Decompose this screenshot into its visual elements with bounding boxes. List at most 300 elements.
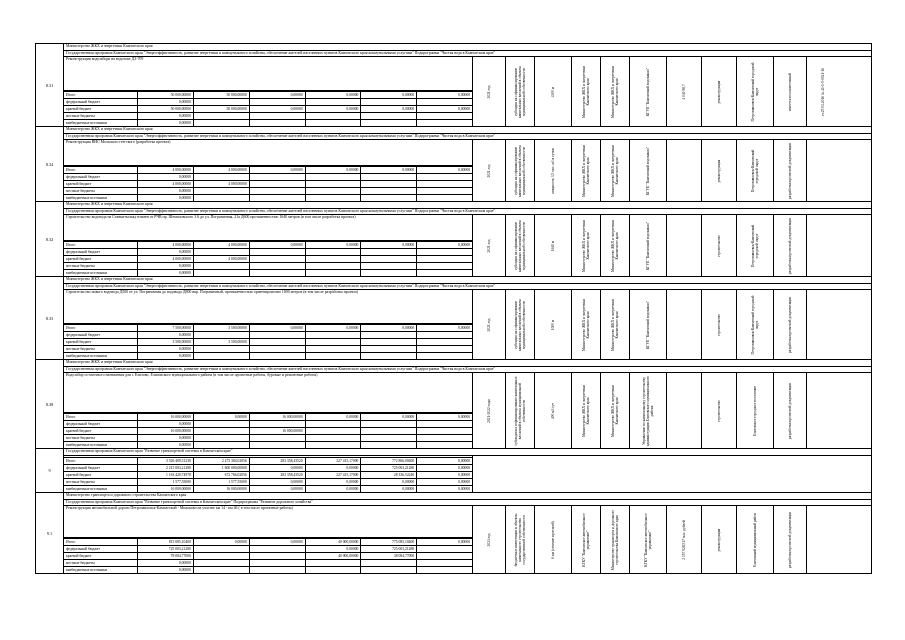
finance-cell: 0,00000 <box>361 414 417 420</box>
finance-cell <box>194 195 250 201</box>
attr-value: 1000 м <box>550 319 555 330</box>
attr-works-type <box>702 57 737 126</box>
attr-value: строительство <box>716 399 721 422</box>
attr-expertise <box>807 290 839 359</box>
attr-customer <box>601 290 630 359</box>
finance-cell: 725 003,21280 <box>361 546 417 552</box>
attr-customer <box>601 373 630 448</box>
finance-cell: 4 000,00000 <box>138 242 194 248</box>
attr-implementation-period <box>473 290 506 359</box>
finance-row-label: внебюджетные источники <box>64 195 138 201</box>
finance-cell: 0,00000 <box>458 93 471 97</box>
attr-value: Елизовский муниципальный район <box>752 512 757 567</box>
finance-block <box>64 290 473 359</box>
attr-implementation-period <box>473 140 506 201</box>
attr-value: разработка проектной документации <box>787 217 792 274</box>
attr-grbs <box>572 373 601 448</box>
object-name: Строительство нового водовода Д500 от ул. Пограничная до водовода Д800 вкр. Пограничный, протяженностью ориентировочно 1000 метров (в том числе разработка проекта) <box>64 290 472 324</box>
finance-row-label: краевой бюджет <box>64 339 138 345</box>
attr-value: субсидия на софинансирование капитальных вложений в объекты муниципальной собственности <box>513 65 527 118</box>
object-name: Водозабор остаточного назначения для г. Елизово, Елизовского муниципального района (в том числе проектные работы, буровые и ремонтные работы) <box>64 373 472 413</box>
attr-developer <box>630 215 667 276</box>
row-number: 8.34 <box>36 127 64 201</box>
empty-attributes <box>473 456 871 492</box>
finance-cell <box>417 120 472 126</box>
finance-cell: 0,00000 <box>306 242 362 248</box>
finance-row <box>64 241 472 248</box>
attr-implementation-period <box>473 506 506 573</box>
finance-cell: 0,00000 <box>361 479 417 485</box>
finance-row <box>64 485 472 492</box>
program-line: Государственная программа Камчатского края "Энергоэффективность, развитие энергетики и коммунального хозяйства, обеспечение жителей населенных пунктов Камчатского края коммунальными услугами" Подпрограмма "Чистая вода в Камчатском крае" <box>64 284 871 291</box>
attr-value: Министерство ЖКХ и энергетики Камчатского края <box>610 65 619 118</box>
finance-cell: 0,00000 <box>458 243 471 247</box>
attr-customer <box>601 215 630 276</box>
finance-cell <box>306 353 362 359</box>
attr-municipality <box>737 215 774 276</box>
attr-value: КГУП "Камчатский водоканал" <box>645 300 650 349</box>
finance-cell <box>361 353 417 359</box>
finance-cell: 0,00000 <box>361 242 417 248</box>
finance-cell: 16 000,00000 <box>138 486 194 492</box>
attr-value: Елизовское городское поселение <box>752 385 757 436</box>
finance-row <box>64 559 472 566</box>
finance-row-label: внебюджетные источники <box>64 442 138 448</box>
attr-implementation-period <box>473 215 506 276</box>
finance-cell: 0,00000 <box>458 168 471 172</box>
attr-estimated-cost <box>667 57 702 126</box>
finance-cell: 0,00000 <box>194 414 250 420</box>
attr-municipality <box>737 506 774 573</box>
finance-row-label: краевой бюджет <box>64 428 138 434</box>
finance-cell: 0,00000 <box>138 567 194 573</box>
finance-cell: 0,00000 <box>458 466 471 470</box>
finance-row <box>64 457 472 464</box>
attr-expertise <box>807 506 839 573</box>
attr-expertise <box>807 215 839 276</box>
finance-row <box>64 478 472 485</box>
object-attributes <box>473 290 871 359</box>
attr-value: разработка проектной документации <box>787 142 792 199</box>
attr-status <box>774 57 807 126</box>
finance-row <box>64 464 472 471</box>
attr-investment-type <box>506 373 535 448</box>
object-section <box>35 359 872 448</box>
object-section <box>35 276 872 359</box>
attr-works-type <box>702 373 737 448</box>
finance-row <box>64 566 472 573</box>
finance-row-label: краевой бюджет <box>64 256 138 262</box>
finance-cell: 4 000,00000 <box>138 256 194 262</box>
finance-row-label: внебюджетные источники <box>64 353 138 359</box>
row-number: 8.31 <box>36 44 64 126</box>
ministry-line: Министерство ЖКХ и энергетики Камчатского края <box>64 360 871 367</box>
finance-cell: 0,00000 <box>138 120 194 126</box>
finance-cell: 0,00000 <box>250 486 306 492</box>
finance-cell <box>361 567 417 573</box>
row-number: 9 <box>36 449 64 492</box>
attr-value: Управление по капитальному строительству администрации Елизовского муниципального района <box>641 375 655 446</box>
attr-value: Министерство ЖКХ и энергетики Камчатского края <box>610 384 619 437</box>
finance-cell: 0,00000 <box>138 435 194 441</box>
attr-developer <box>630 140 667 201</box>
finance-cell <box>306 442 362 448</box>
finance-row <box>64 98 472 105</box>
attr-works-type <box>702 215 737 276</box>
attr-value: реконструкция <box>716 80 721 103</box>
attr-value: Министерство ЖКХ и энергетики Камчатского края <box>581 144 590 197</box>
object-section <box>35 492 872 574</box>
finance-cell: 3 526 409,51238 <box>138 458 194 464</box>
attr-value: 2021 год <box>486 318 491 332</box>
finance-row <box>64 112 472 119</box>
attr-value: Министерство транспорта и дорожного строительства Камчатского края <box>610 509 619 570</box>
finance-row <box>64 352 472 359</box>
object-section <box>35 43 872 126</box>
ministry-line: Министерство транспорта и дорожного строительства Камчатского края <box>64 493 871 500</box>
finance-cell <box>361 195 417 201</box>
finance-cell: 4 000,00000 <box>138 181 194 187</box>
finance-row <box>64 166 472 173</box>
finance-block <box>64 57 473 126</box>
finance-cell: 0,00000 <box>250 539 306 545</box>
object-attributes <box>473 57 871 126</box>
attr-estimated-cost <box>667 290 702 359</box>
finance-cell: 16 000,00000 <box>194 486 250 492</box>
object-grid <box>64 140 871 201</box>
finance-cell: 0,00000 <box>458 107 471 111</box>
attr-grbs <box>572 57 601 126</box>
attr-value: бюджетные инвестиции в объекты капитального строительства государственной собственности <box>513 513 527 567</box>
finance-row <box>64 420 472 427</box>
finance-cell: 0,00000 <box>138 346 194 352</box>
finance-row-label: краевой бюджет <box>64 106 138 112</box>
attr-status <box>774 506 807 573</box>
attr-capacity <box>535 506 572 573</box>
attr-value: Министерство ЖКХ и энергетики Камчатского края <box>610 219 619 272</box>
finance-cell: 0,00000 <box>306 414 362 420</box>
finance-row-label: федеральный бюджет <box>64 332 138 338</box>
program-line: Государственная программа Камчатского края "Энергоэффективность, развитие энергетики и коммунального хозяйства, обеспечение жителей населенных пунктов Камчатского края коммунальными услугами" Подпрограмма "Чистая вода в Камчатском крае" <box>64 367 871 374</box>
finance-row-label: краевой бюджет <box>64 181 138 187</box>
attr-estimated-cost <box>667 373 702 448</box>
finance-cell: 4 000,00000 <box>194 181 250 187</box>
finance-cell: 50 000,00000 <box>194 106 250 112</box>
attr-value: 2021 год <box>486 85 491 99</box>
finance-cell: 0,00000 <box>306 325 362 331</box>
finance-cell <box>194 442 250 448</box>
attr-status <box>774 373 807 448</box>
finance-cell <box>194 353 250 359</box>
attr-value: КГУП "Камчатский водоканал" <box>645 221 650 270</box>
attr-value: Министерство ЖКХ и энергетики Камчатского края <box>581 384 590 437</box>
object-attributes <box>473 215 871 276</box>
attr-works-type <box>702 290 737 359</box>
finance-cell: 0,00000 <box>306 465 362 471</box>
finance-row-label: Итого <box>64 167 138 173</box>
finance-row-label: краевой бюджет <box>64 553 138 559</box>
program-line: Государственная программа Камчатского края "Развитие транспортной системы в Камчатском крае" Подпрограмма "Развитие дорожного хозяйства" <box>64 500 871 507</box>
finance-cell: 283 358,43520 <box>250 472 306 478</box>
program-title: Государственная программа Камчатского края "Развитие транспортной системы в Камчатском крае" <box>64 449 871 456</box>
finance-cell <box>306 120 362 126</box>
finance-row <box>64 187 472 194</box>
attr-value: 4300 м <box>550 86 555 97</box>
finance-cell: 0,00000 <box>361 167 417 173</box>
attr-investment-type <box>506 506 535 573</box>
ministry-line: Министерство ЖКХ и энергетики Камчатского края <box>64 44 871 51</box>
attr-grbs <box>572 215 601 276</box>
finance-cell: 672 766,02056 <box>194 472 250 478</box>
attr-value: Министерство ЖКХ и энергетики Камчатского края <box>610 298 619 351</box>
section-body <box>64 493 871 573</box>
attr-value: разработка проектной документации <box>787 382 792 439</box>
attr-municipality <box>737 140 774 201</box>
finance-row-label: федеральный бюджет <box>64 546 138 552</box>
attr-municipality <box>737 373 774 448</box>
row-number: 8.33 <box>36 277 64 359</box>
finance-cell: 50 000,00000 <box>138 92 194 98</box>
finance-row <box>64 552 472 559</box>
finance-cell <box>194 120 250 126</box>
attr-value: Министерство ЖКХ и энергетики Камчатского края <box>581 298 590 351</box>
finance-cell: 227 415,17000 <box>306 458 362 464</box>
finance-row <box>64 471 472 478</box>
object-name: Реконструкция ВНС Мольского ген-ского (разработка проекта) <box>64 140 472 166</box>
budget-table <box>35 43 872 574</box>
attr-grbs <box>572 140 601 201</box>
object-grid <box>64 290 871 359</box>
finance-row <box>64 255 472 262</box>
attr-capacity <box>535 215 572 276</box>
finance-block <box>64 373 473 448</box>
finance-row <box>64 194 472 201</box>
attr-capacity <box>535 373 572 448</box>
finance-cell: 0,00000 <box>306 92 362 98</box>
finance-row <box>64 119 472 126</box>
attr-value: КГУП "Камчатский водоканал" <box>645 146 650 195</box>
section-body <box>64 44 871 126</box>
finance-cell: 0,00000 <box>306 546 362 552</box>
finance-cell: 0,00000 <box>138 174 194 180</box>
row-number: 8.38 <box>36 360 64 448</box>
finance-cell: 0,00000 <box>361 106 417 112</box>
attr-value: 2 157 928,517 тыс. рублей <box>681 519 686 560</box>
finance-row-label: Итого <box>64 92 138 98</box>
finance-cell: 0,00000 <box>250 325 306 331</box>
attr-value: субсидия на софинансирование капитальных вложений в объекты муниципальной собственности <box>513 219 527 272</box>
finance-row <box>64 269 472 276</box>
finance-cell: 772 866,00400 <box>361 458 417 464</box>
finance-cell: 0,00000 <box>138 188 194 194</box>
finance-cell: 4 000,00000 <box>194 242 250 248</box>
finance-cell: 0,00000 <box>458 480 471 484</box>
finance-cell: 50 000,00000 <box>138 106 194 112</box>
attr-grbs <box>572 506 601 573</box>
finance-cell: 3 500,00000 <box>194 339 250 345</box>
finance-cell: 0,00000 <box>138 99 194 105</box>
attr-value: 400 м3/сут <box>550 402 555 419</box>
attr-value: реконструкция <box>716 159 721 182</box>
finance-block <box>64 456 473 492</box>
attr-implementation-period <box>473 373 506 448</box>
finance-cell: 725 003,21280 <box>138 546 194 552</box>
finance-cell: 4 000,00000 <box>138 167 194 173</box>
finance-cell: 0,00000 <box>138 249 194 255</box>
finance-cell: 16 000,00000 <box>138 428 194 434</box>
finance-cell: 0,00000 <box>138 270 194 276</box>
attr-capacity <box>535 140 572 201</box>
finance-cell <box>417 195 472 201</box>
attr-value: Петропавловск-Камчатский городской округ <box>750 62 759 122</box>
finance-row-label: Итого <box>64 539 138 545</box>
finance-cell: 3 500,00000 <box>138 339 194 345</box>
finance-cell <box>417 270 472 276</box>
attr-value: субсидия на софинансирование капитальных вложений в объекты муниципальной собственности <box>513 298 527 351</box>
attr-municipality <box>737 290 774 359</box>
finance-cell: 40 000,00000 <box>306 539 362 545</box>
program-line: Государственная программа Камчатского края "Энергоэффективность, развитие энергетики и коммунального хозяйства, обеспечение жителей населенных пунктов Камчатского края коммунальными услугами" Подпрограмма "Чистая вода в Камчатском крае" <box>64 134 871 141</box>
attr-customer <box>601 140 630 201</box>
finance-cell <box>361 270 417 276</box>
attr-estimated-cost <box>667 215 702 276</box>
attr-investment-type <box>506 140 535 201</box>
finance-row <box>64 345 472 352</box>
finance-cell: 0,00000 <box>250 106 306 112</box>
object-grid <box>64 215 871 276</box>
finance-cell: 283 358,43520 <box>250 458 306 464</box>
finance-cell: 0,00000 <box>306 167 362 173</box>
finance-cell: 78 084,77000 <box>138 553 194 559</box>
finance-cell: 227 415,17000 <box>306 472 362 478</box>
finance-row <box>64 427 472 434</box>
finance-row <box>64 248 472 255</box>
finance-cell <box>306 270 362 276</box>
attr-expertise <box>807 57 839 126</box>
finance-cell: 0,00000 <box>250 92 306 98</box>
finance-cell <box>361 120 417 126</box>
object-name: Реконструкция автомобильной дороги Петропавловск-Камчатский - Мильково на участке км 14 - км 46 ( в том числе проектные работы) <box>64 506 472 538</box>
program-total <box>35 448 872 492</box>
finance-cell: 0,00000 <box>138 353 194 359</box>
attr-capacity <box>535 57 572 126</box>
finance-cell: 1 600 000,00000 <box>194 465 250 471</box>
attr-investment-type <box>506 215 535 276</box>
finance-row-label: федеральный бюджет <box>64 174 138 180</box>
program-line: Государственная программа Камчатского края "Энергоэффективность, развитие энергетики и коммунального хозяйства, обеспечение жителей населенных пунктов Камчатского края коммунальными услугами" Подпрограмма "Чистая вода в Камчатском крае" <box>64 51 871 58</box>
attr-value: КГКУ "Камчатское автомобильное управление" <box>643 512 652 567</box>
finance-cell: 4 000,00000 <box>194 167 250 173</box>
attr-developer <box>630 373 667 448</box>
attr-value: 2021 год <box>486 239 491 253</box>
finance-cell: 0,00000 <box>306 106 362 112</box>
finance-cell: 815 085,10400 <box>138 539 194 545</box>
finance-row <box>64 545 472 552</box>
attr-developer <box>630 506 667 573</box>
finance-cell: 0,00000 <box>194 539 250 545</box>
attr-value: Петропавловск-Камчатский городской округ <box>750 224 759 267</box>
finance-cell <box>417 567 472 573</box>
finance-cell <box>194 567 250 573</box>
finance-row-label: внебюджетные источники <box>64 270 138 276</box>
row-number: 8.32 <box>36 202 64 276</box>
finance-cell <box>250 353 306 359</box>
ministry-line: Министерство ЖКХ и энергетики Камчатского края <box>64 127 871 134</box>
finance-row-label: местные бюджеты <box>64 113 138 119</box>
finance-row-label: местные бюджеты <box>64 479 138 485</box>
attr-works-type <box>702 140 737 201</box>
attr-municipality <box>737 57 774 126</box>
attr-value: Министерство ЖКХ и энергетики Камчатского края <box>610 144 619 197</box>
finance-cell: 0,00000 <box>458 326 471 330</box>
attr-value: субсидия на софинансирование капитальных вложений в объекты муниципальной собственности <box>513 376 527 446</box>
finance-cell: 0,00000 <box>138 442 194 448</box>
section-body <box>64 277 871 359</box>
finance-cell: 775 085,10400 <box>361 539 417 545</box>
attr-value: ст.25 01.2016 № 41-1-5-0021-16 <box>820 67 825 116</box>
finance-row-label: Итого <box>64 325 138 331</box>
finance-cell: 0,00000 <box>458 415 471 419</box>
attr-value: КГКУ "Камчатское автомобильное управление" <box>581 512 590 567</box>
attr-estimated-cost <box>667 140 702 201</box>
finance-row-label: Итого <box>64 242 138 248</box>
finance-cell: 28 336,52240 <box>361 472 417 478</box>
finance-row-label: федеральный бюджет <box>64 99 138 105</box>
finance-cell: 0,00000 <box>138 560 194 566</box>
attr-value: 6 км (сечение проезжей) <box>550 520 555 559</box>
attr-value: Министерство ЖКХ и энергетики Камчатского края <box>581 219 590 272</box>
attr-customer <box>601 506 630 573</box>
attr-expertise <box>807 373 839 448</box>
finance-cell: 0,00000 <box>250 479 306 485</box>
finance-row <box>64 91 472 98</box>
attr-value: реконструкция <box>716 528 721 551</box>
attr-value: строительство <box>716 234 721 257</box>
finance-row <box>64 105 472 112</box>
attr-value: разработка проектной документации <box>787 511 792 568</box>
finance-cell: 725 003,21280 <box>361 465 417 471</box>
attr-estimated-cost <box>667 506 702 573</box>
finance-row-label: Итого <box>64 458 138 464</box>
attr-customer <box>601 57 630 126</box>
section-body <box>64 127 871 201</box>
attr-grbs <box>572 290 601 359</box>
finance-cell: 0,00000 <box>250 167 306 173</box>
attr-value: строительство <box>716 313 721 336</box>
attr-works-type <box>702 506 737 573</box>
finance-cell: 2 273 384,02056 <box>194 458 250 464</box>
attr-value: 1640 м <box>550 240 555 251</box>
finance-row-label: федеральный бюджет <box>64 421 138 427</box>
object-section <box>35 201 872 276</box>
finance-cell: 0,00000 <box>458 473 471 477</box>
finance-row <box>64 324 472 331</box>
finance-row-label: внебюджетные источники <box>64 567 138 573</box>
object-name: Строительство водовода на Ставки-вальку взамен от РЧВ пр. Шемиловского 3.6 до ул. Пограничная, 21а Д600 протяженностью 1640 метров (в том числе разработка проекта) <box>64 215 472 241</box>
finance-cell <box>250 195 306 201</box>
finance-cell: 1 577,55000 <box>138 479 194 485</box>
finance-row <box>64 441 472 448</box>
finance-row <box>64 173 472 180</box>
attr-value: мощность 3,5 тыс. м3 в сутки <box>550 147 555 194</box>
attr-status <box>774 140 807 201</box>
attr-status <box>774 290 807 359</box>
finance-cell: 0,00000 <box>138 113 194 119</box>
finance-cell: 0,00000 <box>306 479 362 485</box>
attr-value: имеется положительный <box>787 72 792 111</box>
finance-row-label: Итого <box>64 414 138 420</box>
finance-row <box>64 331 472 338</box>
